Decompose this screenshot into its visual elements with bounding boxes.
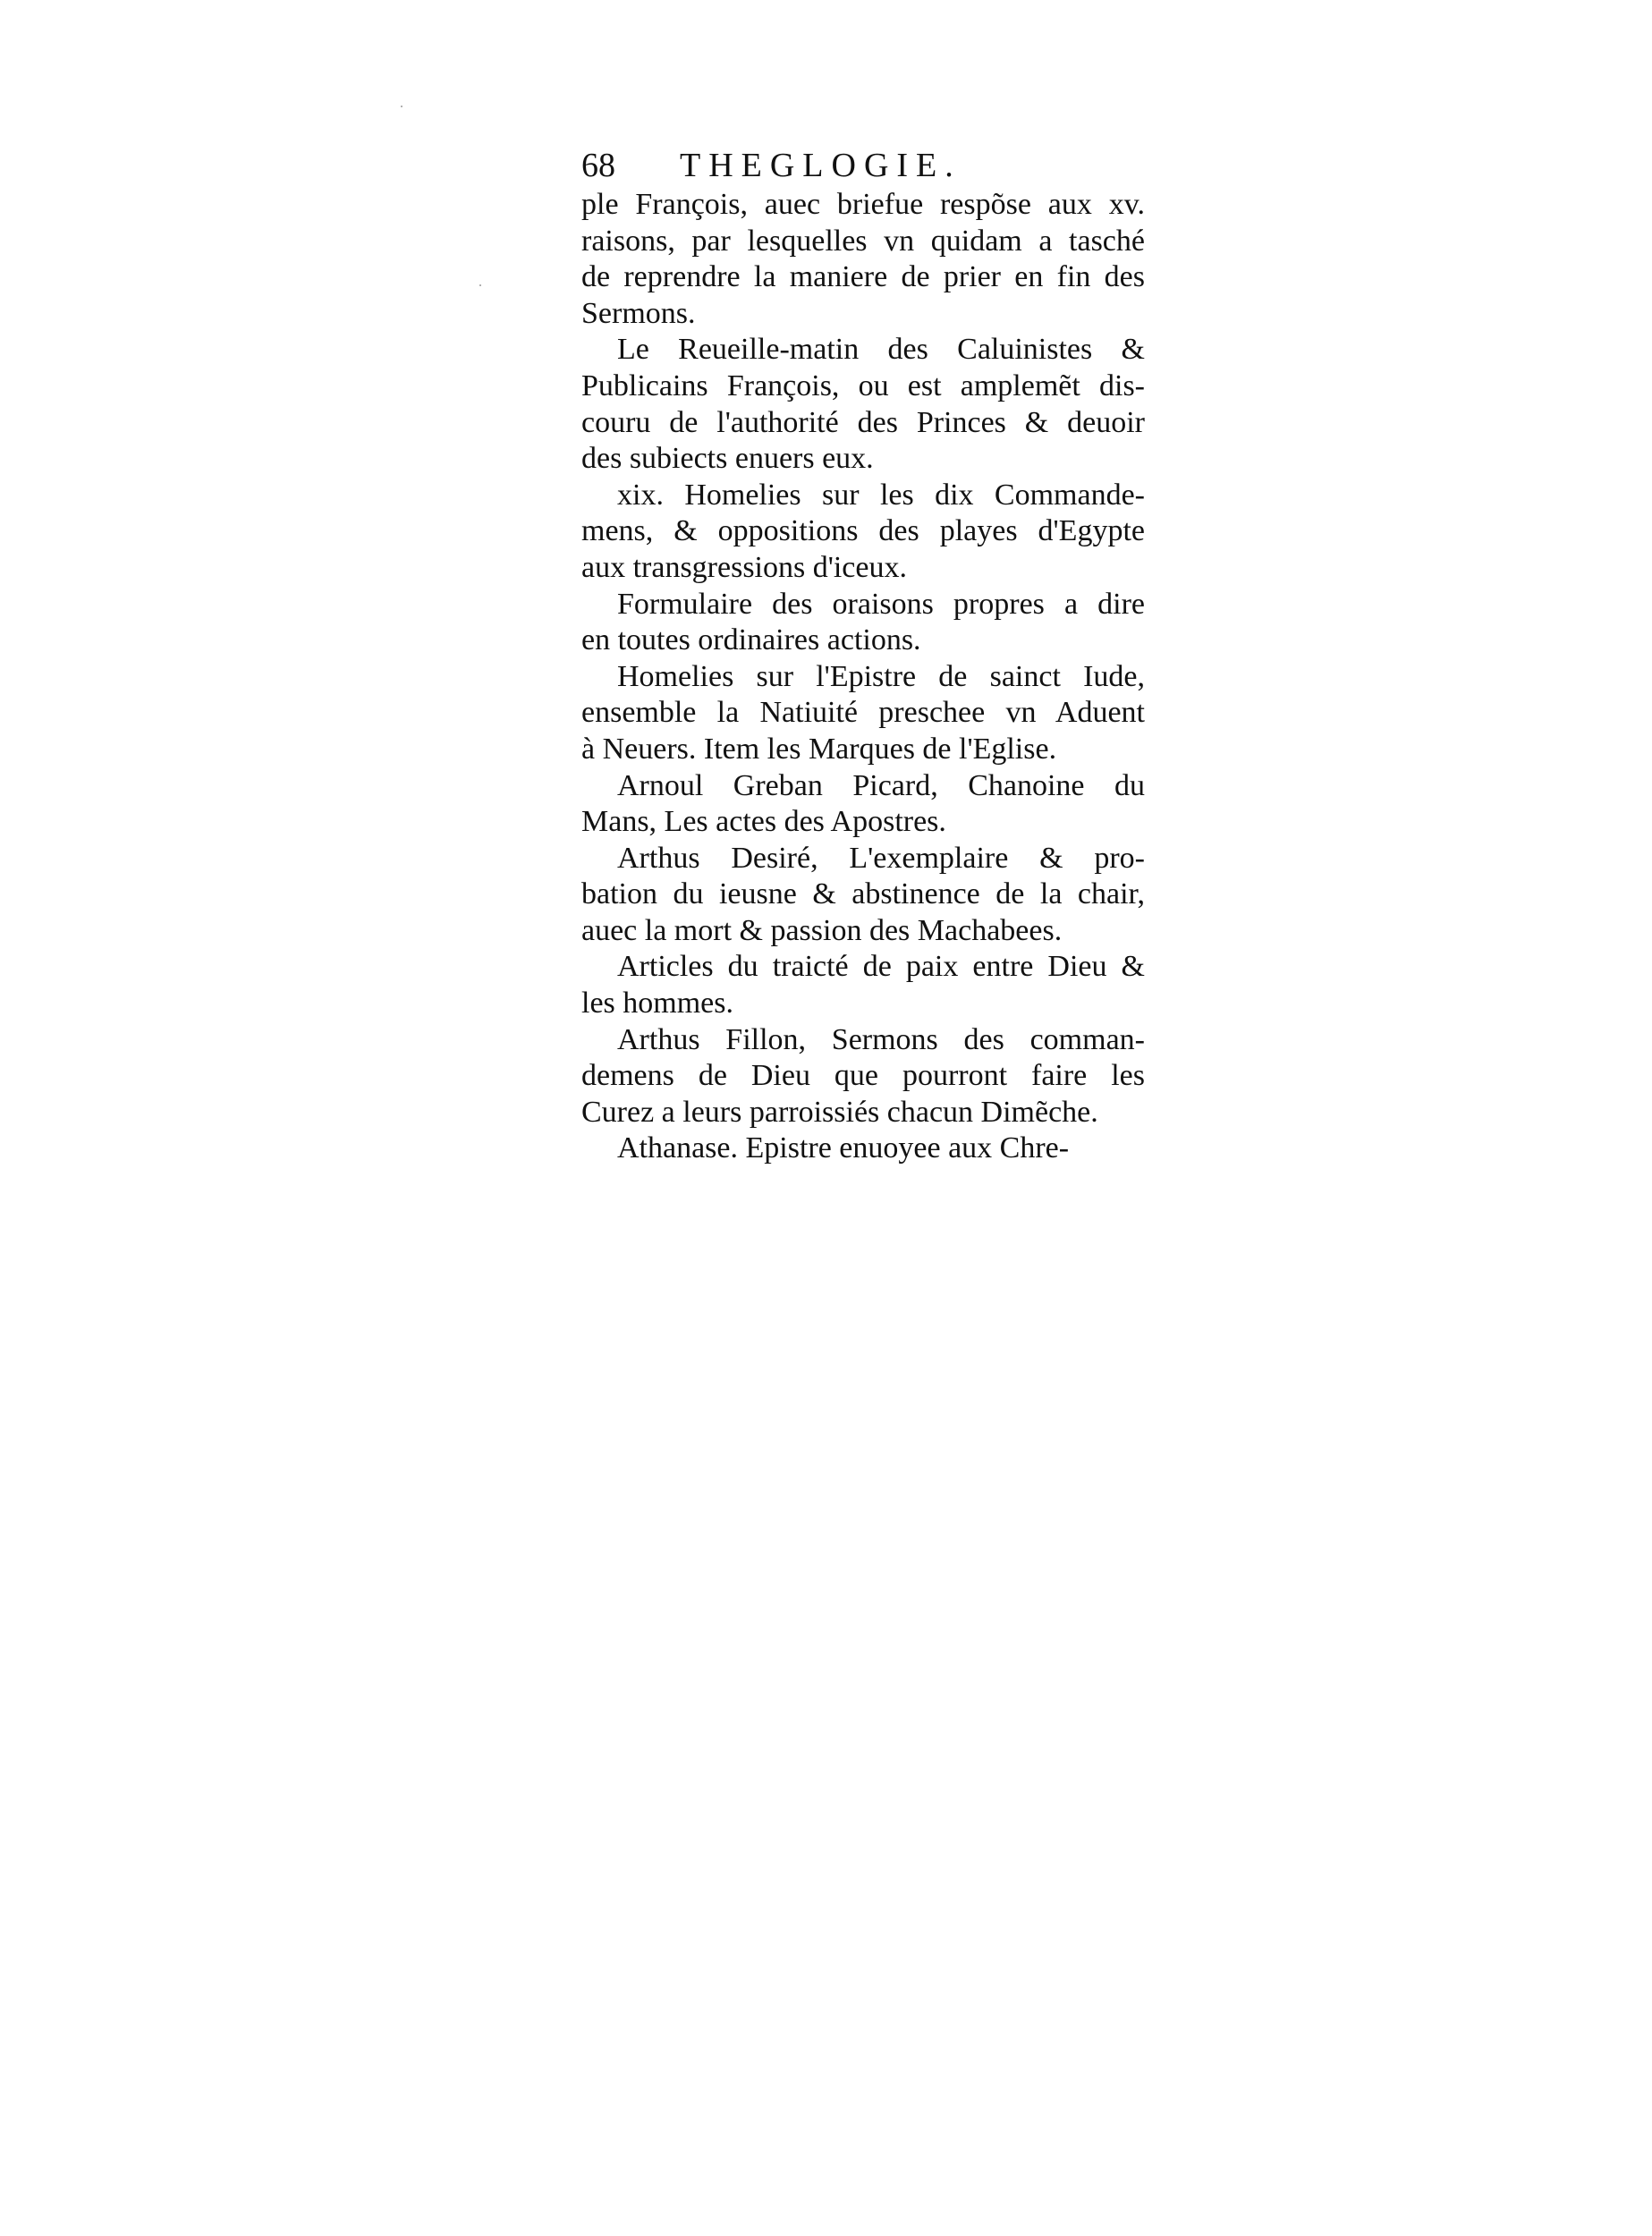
text-line: à Neuers. Item les Marques de l'Eglise. bbox=[581, 732, 1057, 766]
text-line: demens de Dieu que pourront faire les bbox=[581, 1059, 1145, 1093]
page-text-block bbox=[581, 148, 1145, 1167]
text-line: Mans, Les actes des Apostres. bbox=[581, 805, 946, 839]
text-line: Sermons. bbox=[581, 296, 696, 330]
text-line: Curez a leurs parroissiés chacun Dimẽche. bbox=[581, 1095, 1098, 1129]
text-line: Le Reueille-matin des Caluinistes & bbox=[617, 333, 1145, 367]
text-line: Arthus Fillon, Sermons des comman- bbox=[617, 1022, 1145, 1056]
bibliography-entry bbox=[581, 187, 1145, 332]
text-line: des subiects enuers eux. bbox=[581, 442, 874, 476]
running-head: THEGLOGIE. bbox=[680, 147, 962, 184]
bibliography-entry bbox=[581, 768, 1145, 841]
bibliography-entry bbox=[581, 1022, 1145, 1131]
text-line: de reprendre la maniere de prier en fin des bbox=[581, 260, 1145, 294]
text-line: xix. Homelies sur les dix Commande- bbox=[617, 478, 1145, 512]
page-header bbox=[581, 148, 1145, 187]
text-line: les hommes. bbox=[581, 987, 733, 1021]
bibliography-entry bbox=[581, 332, 1145, 477]
bibliography-entry bbox=[581, 659, 1145, 768]
text-line: Arthus Desiré, L'exemplaire & pro- bbox=[617, 841, 1145, 875]
paper-speck bbox=[479, 284, 481, 286]
text-line: Formulaire des oraisons propres a dire bbox=[617, 587, 1145, 621]
text-line: Arnoul Greban Picard, Chanoine du bbox=[617, 768, 1145, 802]
text-line: couru de l'authorité des Princes & deuoir bbox=[581, 405, 1145, 439]
text-line: ple François, auec briefue respõse aux xv. bbox=[581, 188, 1145, 221]
text-line: ensemble la Natiuité preschee vn Aduent bbox=[581, 696, 1145, 730]
bibliography-entry bbox=[581, 1131, 1145, 1167]
text-line: Homelies sur l'Epistre de sainct Iude, bbox=[617, 659, 1145, 693]
bibliography-entry bbox=[581, 949, 1145, 1021]
text-line: aux transgressions d'iceux. bbox=[581, 550, 907, 584]
text-line: en toutes ordinaires actions. bbox=[581, 623, 921, 657]
bibliography-entry bbox=[581, 841, 1145, 950]
text-line: mens, & oppositions des playes d'Egypte bbox=[581, 514, 1145, 548]
text-line: raisons, par lesquelles vn quidam a tasché bbox=[581, 224, 1145, 258]
text-line: Publicains François, ou est amplemẽt dis- bbox=[581, 368, 1145, 402]
paper-speck bbox=[401, 106, 402, 107]
bibliography-entry bbox=[581, 587, 1145, 659]
text-line: auec la mort & passion des Machabees. bbox=[581, 913, 1063, 947]
bibliography-entries bbox=[581, 187, 1145, 1167]
text-line: Articles du traicté de paix entre Dieu & bbox=[617, 950, 1145, 984]
text-line: Athanase. Epistre enuoyee aux Chre- bbox=[617, 1131, 1070, 1165]
bibliography-entry bbox=[581, 478, 1145, 587]
text-line: bation du ieusne & abstinence de la chair, bbox=[581, 877, 1145, 911]
page-number: 68 bbox=[581, 147, 615, 184]
